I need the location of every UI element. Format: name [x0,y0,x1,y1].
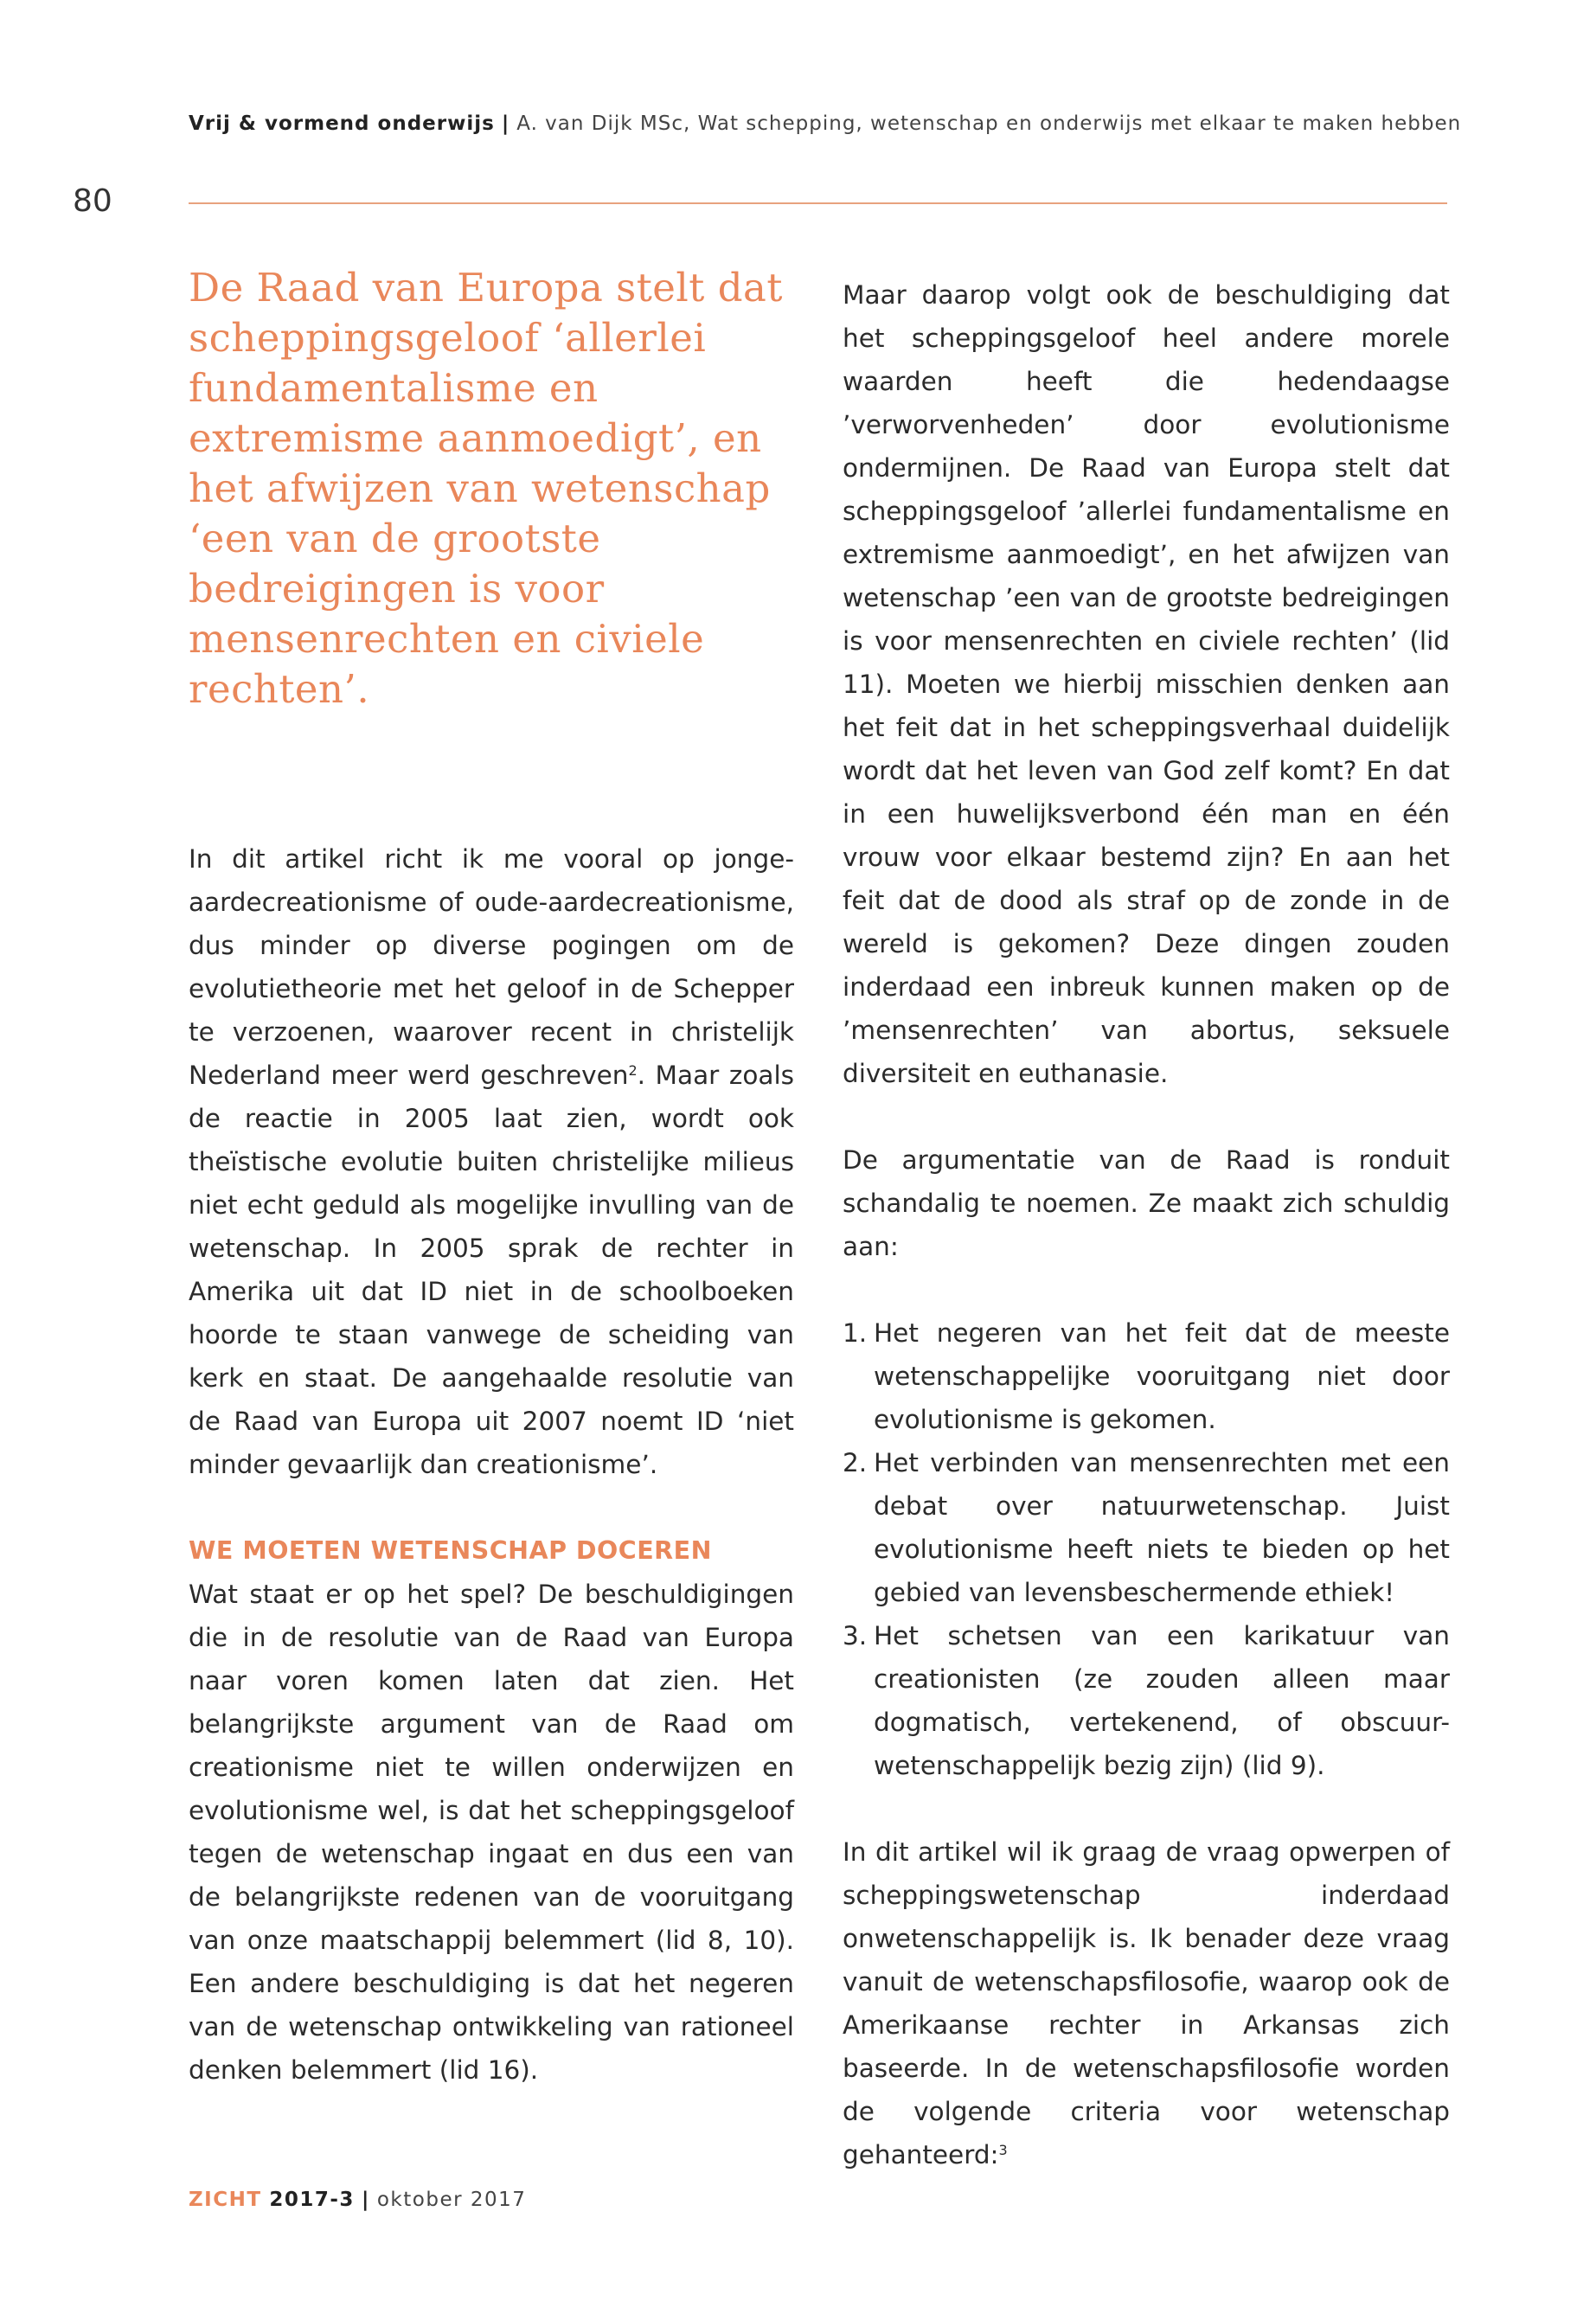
page-number: 80 [73,183,112,219]
footer-separator: | [361,2189,370,2211]
magazine-name: ZICHT [189,2189,262,2211]
pull-quote: De Raad van Europa stelt dat scheppingsgeloof ‘allerlei fundamentalisme en extremisme aanmoedigt’, en het afwijzen van wetenschap ‘een van de grootste bedreigingen is voor mensenrechten en civiele rechten’. [189,265,783,712]
issue-date: oktober 2017 [376,2189,527,2211]
header-separator: | [501,112,510,135]
running-header [189,112,1462,135]
header-series: Vrij & vormend onderwijs [189,112,495,135]
list-item: 2. Het verbinden van mensenrechten met een debat over natuurwetenschap. Juist evolutionisme heeft niets te bieden op het gebied van levensbeschermende ethiek! [843,1448,1450,1607]
list-item: 1. Het negeren van het feit dat de meeste wetenschappelijke vooruitgang niet door evolutionisme is gekomen. [843,1318,1450,1434]
section-heading: WE MOETEN WETENSCHAP DOCEREN [189,1536,712,1565]
body-paragraph: Maar daarop volgt ook de beschuldiging dat het scheppingsgeloof heel andere morele waarden heeft die hedendaagse ’verworvenheden’ door evolutionisme ondermijnen. De Raad van Europa stelt dat scheppingsgeloof ’allerlei fundamentalisme en extremisme aanmoedigt’, en het afwijzen van wetenschap ’een van de grootste bedreigingen is voor mensenrechten en civiele rechten’ (lid 11). Moeten we hierbij misschien denken aan het feit dat in het scheppingsverhaal duidelijk wordt dat het leven van God zelf komt? En dat in een huwelijksverbond één man en één vrouw voor elkaar bestemd zijn? En aan het feit dat de dood als straf op de zonde in de wereld is gekomen? Deze dingen zouden inderdaad een inbreuk kunnen maken op de ’mensenrechten’ van abortus, seksuele diversiteit en euthanasie. [843,280,1450,1088]
footnote-ref[interactable]: 3 [998,2142,1008,2158]
numbered-list [843,1311,1450,1787]
list-item: 3. Het schetsen van een karikatuur van creationisten (ze zouden alleen maar dogmatisch, vertekenend, of obscuur-wetenschappelijk bezig zijn) (lid 9). [843,1621,1450,1780]
body-paragraph: In dit artikel wil ik graag de vraag opwerpen of scheppingswetenschap inderdaad onwetenschappelijk is. Ik benader deze vraag vanuit de wetenschapsfilosofie, waarop ook de Amerikaanse rechter in Arkansas zich baseerde. In de wetenschapsfilosofie worden de volgende criteria voor wetenschap gehanteerd:$^3$ [843,1837,1450,2170]
body-paragraph: In dit artikel richt ik me vooral op jonge-aardecreationisme of oude-aardecreationisme, dus minder op diverse pogingen om de evolutietheorie met het geloof in de Schepper te verzoenen, waarover recent in christelijk Nederland meer werd geschreven$^2$. Maar zoals de reactie in 2005 laat zien, wordt ook theïstische evolutie buiten christelijke milieus niet echt geduld als mogelijke invulling van de wetenschap. In 2005 sprak de rechter in Amerika uit dat ID niet in de schoolboeken hoorde te staan vanwege de scheiding van kerk en staat. De aangehaalde resolutie van de Raad van Europa uit 2007 noemt ID ‘niet minder gevaarlijk dan creationisme’. [189,844,795,1479]
body-paragraph: De argumentatie van de Raad is ronduit schandalig te noemen. Ze maakt zich schuldig aan: [843,1145,1450,1261]
header-rule [189,202,1447,204]
body-paragraph: Wat staat er op het spel? De beschuldigingen die in de resolutie van de Raad van Europa naar voren komen laten dat zien. Het belangrijkste argument van de Raad om creationisme niet te willen onderwijzen en evolutionisme wel, is dat het scheppingsgeloof tegen de wetenschap ingaat en dus een van de belangrijkste redenen van de vooruitgang van onze maatschappij belemmert (lid 8, 10). Een andere beschuldiging is dat het negeren van de wetenschap ontwikkeling van rationeel denken belemmert (lid 16). [189,1580,794,2085]
footnote-ref[interactable]: 2 [628,1062,638,1079]
right-column [843,273,1450,2176]
left-column [189,837,794,2092]
running-footer [189,2189,526,2211]
header-article: A. van Dijk MSc, Wat schepping, wetenschap en onderwijs met elkaar te maken hebben [516,112,1462,135]
issue-number: 2017-3 [269,2189,355,2211]
